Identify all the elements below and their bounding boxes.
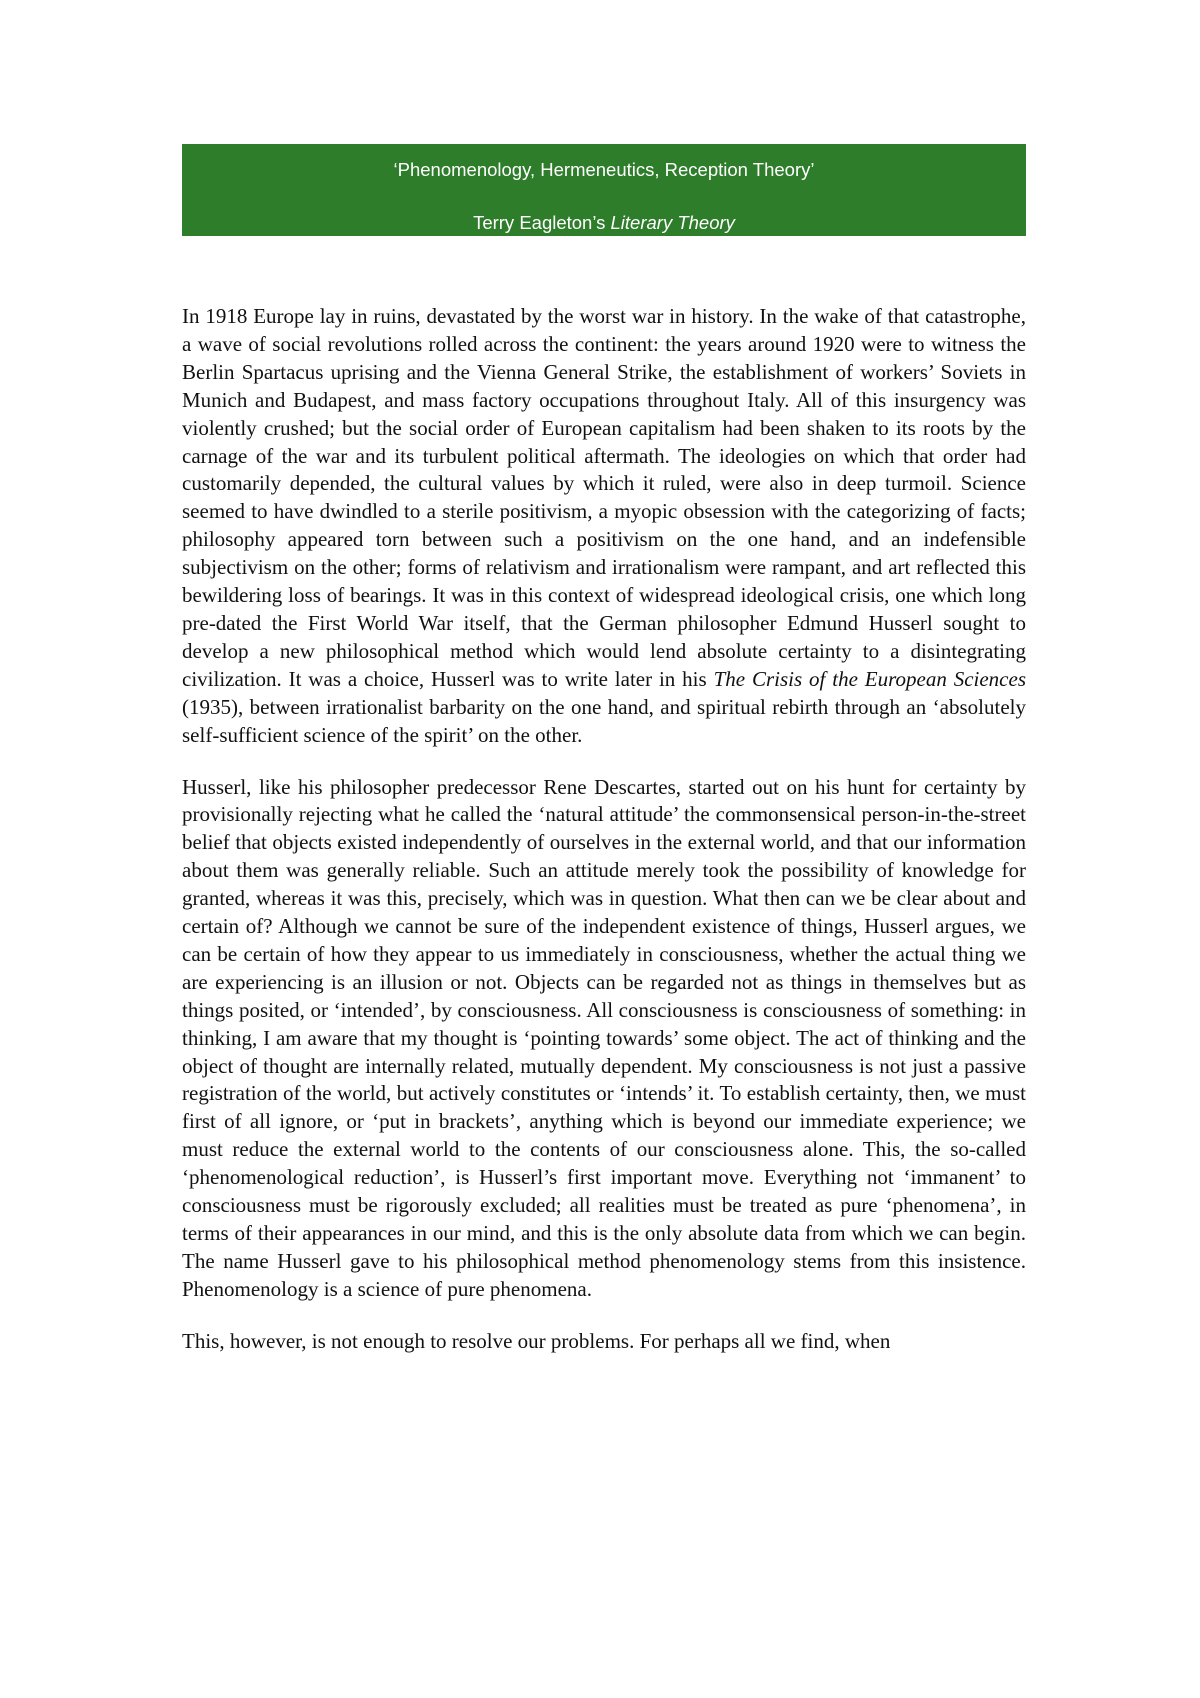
chapter-title: ‘Phenomenology, Hermeneutics, Reception Theory’ — [393, 159, 815, 180]
body-text — [182, 303, 1026, 1380]
paragraph-2: Husserl, like his philosopher predecessor Rene Descartes, started out on his hunt for certainty by provisionally rejecting what he called the ‘natural attitude’ the commonsensical person-in-the-street belief that objects existed independently of ourselves in the external world, and that our information about them was generally reliable. Such an attitude merely took the possibility of knowledge for granted, whereas it was this, precisely, which was in question. What then can we be clear about and certain of? Although we cannot be sure of the independent existence of things, Husserl argues, we can be certain of how they appear to us immediately in consciousness, whether the actual thing we are experiencing is an illusion or not. Objects can be regarded not as things in themselves but as things posited, or ‘intended’, by consciousness. All consciousness is consciousness of something: in thinking, I am aware that my thought is ‘pointing towards’ some object. The act of thinking and the object of thought are internally related, mutually dependent. My consciousness is not just a passive registration of the world, but actively constitutes or ‘intends’ it. To establish certainty, then, we must first of all ignore, or ‘put in brackets’, anything which is beyond our immediate experience; we must reduce the external world to the contents of our consciousness alone. This, the so-called ‘phenomenological reduction’, is Husserl’s first important move. Everything not ‘immanent’ to consciousness must be rigorously excluded; all realities must be treated as pure ‘phenomena’, in terms of their appearances in our mind, and this is the only absolute data from which we can begin. The name Husserl gave to his philosophical method phenomenology stems from this insistence. Phenomenology is a science of pure phenomena. — [182, 774, 1026, 1301]
paragraph-1-text: In 1918 Europe lay in ruins, devastated by the worst war in history. In the wake of that catastrophe, a wave of social revolutions rolled across the continent: the years around 1920 were to witness the Berlin Spartacus uprising and the Vienna General Strike, the establishment of workers’ Soviets in Munich and Budapest, and mass factory occupations throughout Italy. All of this insurgency was violently crushed; but the social order of European capitalism had been shaken to its roots by the carnage of the war and its turbulent political aftermath. The ideologies on which that order had customarily depended, the cultural values by which it ruled, were also in deep turmoil. Science seemed to have dwindled to a sterile positivism, a myopic obsession with the categorizing of facts; philosophy appeared torn between such a positivism on the one hand, and an indefensible subjectivism on the other; forms of relativism and irrationalism were rampant, and art reflected this bewildering loss of bearings. It was in this context of widespread ideological crisis, one which long pre-dated the First World War itself, that the German philosopher Edmund Husserl sought to develop a new philosophical method which would lend absolute certainty to a disintegrating civilization. It was a choice, Husserl was to write later in his — [182, 304, 1026, 691]
paragraph-3: This, however, is not enough to resolve our problems. For perhaps all we find, when — [182, 1328, 891, 1353]
book-title: Literary Theory — [610, 212, 735, 233]
paragraph-1 — [182, 303, 1026, 750]
source-line — [182, 212, 1026, 234]
paragraph-1-text-end: (1935), between irrationalist barbarity on the one hand, and spiritual rebirth through an ‘absolutely self-sufficient science of the spirit’ on the other. — [182, 694, 1026, 747]
crisis-book-title: The Crisis of the European Sciences — [713, 666, 1026, 691]
author-prefix: Terry Eagleton’s — [473, 212, 611, 233]
title-banner — [182, 144, 1026, 236]
